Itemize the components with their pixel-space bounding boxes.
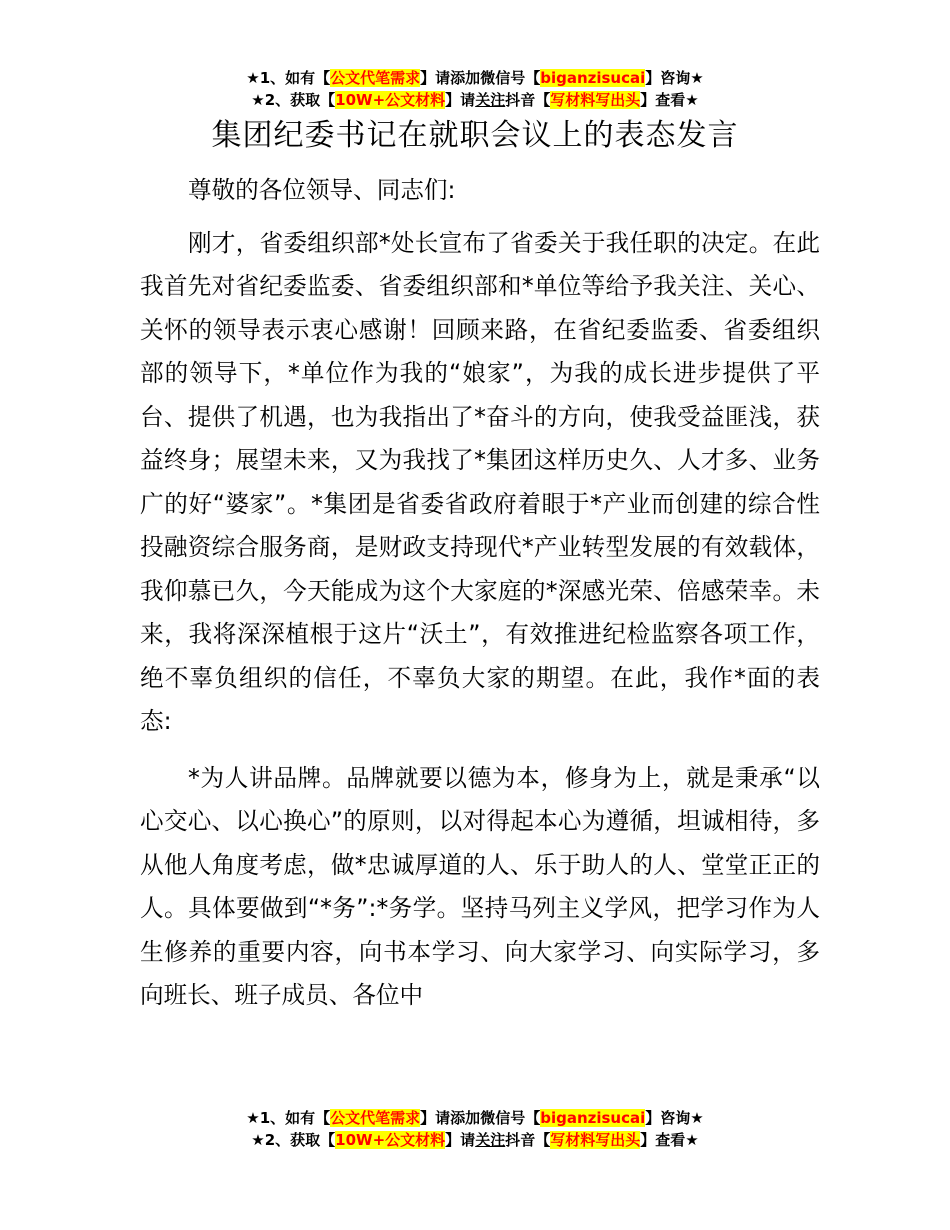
notice-text: 】请 <box>420 69 451 87</box>
notice-wechat-id: biganzisucai <box>540 1109 646 1127</box>
notice-text: 微信号【 <box>480 69 541 87</box>
notice-emphasis: 关注 <box>475 1131 506 1149</box>
notice-wechat-id: biganzisucai <box>540 69 646 87</box>
star-icon: ★ <box>690 1109 704 1127</box>
notice-text: 2、获取【 <box>264 91 336 109</box>
star-icon: ★ <box>685 91 699 109</box>
notice-highlight: 公文代笔需求 <box>330 69 421 87</box>
notice-text: 微信号【 <box>480 1109 541 1127</box>
notice-line-1 <box>0 1107 950 1129</box>
notice-line-1 <box>0 67 950 89</box>
star-icon: ★ <box>690 69 704 87</box>
notice-text: 2、获取【 <box>264 1131 336 1149</box>
star-icon: ★ <box>251 1131 265 1149</box>
notice-text: 】咨询 <box>645 69 691 87</box>
notice-emphasis: 添加 <box>450 1109 481 1127</box>
notice-text: 】请 <box>445 1131 476 1149</box>
notice-text: 】请 <box>445 91 476 109</box>
star-icon: ★ <box>251 91 265 109</box>
notice-emphasis: 关注 <box>475 91 506 109</box>
notice-highlight: 10W+公文材料 <box>335 91 446 109</box>
notice-highlight: 公文代笔需求 <box>330 1109 421 1127</box>
notice-line-2 <box>0 1129 950 1151</box>
notice-text: 1、如有【 <box>259 1109 331 1127</box>
star-icon: ★ <box>246 69 260 87</box>
paragraph-intro: 刚才，省委组织部*处长宣布了省委关于我任职的决定。在此我首先对省纪委监委、省委组织部和*单位等给予我关注、关心、关怀的领导表示衷心感谢！回顾来路，在省纪委监委、省委组织部的领导下，*单位作为我的“娘家”，为我的成长进步提供了平台、提供了机遇，也为我指出了*奋斗的方向，使我受益匪浅，获益终身；展望未来，又为我找了*集团这样历史久、人才多、业务广的好“婆家”。*集团是省委省政府着眼于*产业而创建的综合性投融资综合服务商，是财政支持现代*产业转型发展的有效载体，我仰慕已久，今天能成为这个大家庭的*深感光荣、倍感荣幸。未来，我将深深植根于这片“沃土”，有效推进纪检监察各项工作，绝不辜负组织的信任，不辜负大家的期望。在此，我作*面的表态: <box>140 228 820 735</box>
notice-text: 】咨询 <box>645 1109 691 1127</box>
notice-highlight: 10W+公文材料 <box>335 1131 446 1149</box>
notice-douyin-account: 写材料写出头 <box>550 91 641 109</box>
footer-notice <box>0 1107 950 1151</box>
header-notice <box>0 67 950 111</box>
paragraph-pledge: *为人讲品牌。品牌就要以德为本，修身为上，就是秉承“以心交心、以心换心”的原则，以对得起本心为遵循，坦诚相待，多从他人角度考虑，做*忠诚厚道的人、乐于助人的人、堂堂正正的人。具体要做到“*务”:*务学。坚持马列主义学风，把学习作为人生修养的重要内容，向书本学习、向大家学习、向实际学习，多向班长、班子成员、各位中 <box>140 763 820 1009</box>
notice-text: 】查看 <box>640 91 686 109</box>
notice-text: 1、如有【 <box>259 69 331 87</box>
notice-emphasis: 添加 <box>450 69 481 87</box>
document-body <box>140 169 820 1018</box>
star-icon: ★ <box>246 1109 260 1127</box>
salutation: 尊敬的各位领导、同志们: <box>188 176 456 204</box>
notice-text: 抖音【 <box>505 91 551 109</box>
notice-text: 】请 <box>420 1109 451 1127</box>
star-icon: ★ <box>685 1131 699 1149</box>
document-title: 集团纪委书记在就职会议上的表态发言 <box>211 118 739 153</box>
notice-line-2 <box>0 89 950 111</box>
notice-douyin-account: 写材料写出头 <box>550 1131 641 1149</box>
notice-text: 】查看 <box>640 1131 686 1149</box>
notice-text: 抖音【 <box>505 1131 551 1149</box>
